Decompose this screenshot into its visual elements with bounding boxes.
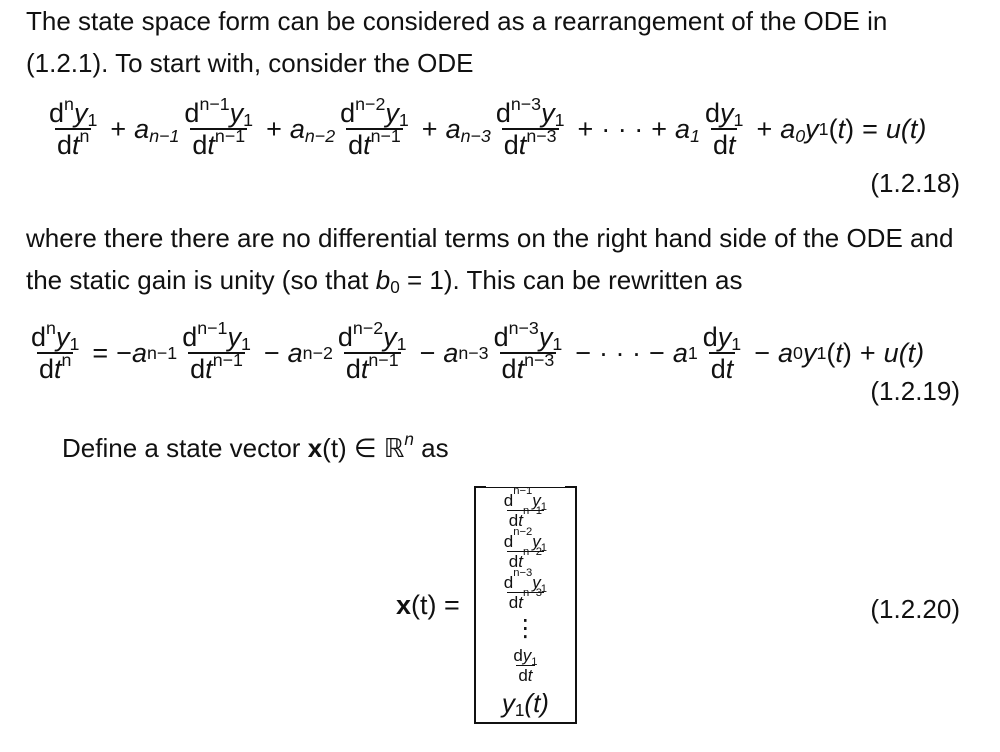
rhs-u-t: u(t) bbox=[885, 113, 927, 144]
frac-term-1: $\frac{d^{n-1}y_1}{dt^{n-1}}$ bbox=[184, 94, 254, 160]
equation-number-1-2-20: (1.2.20) bbox=[870, 594, 960, 624]
coef-a-0: $a_0$ bbox=[780, 113, 806, 146]
matrix-row-y1t: $y_1(t)$ bbox=[501, 688, 549, 720]
coef-a-n-1: $a_{n-1}$ bbox=[134, 113, 180, 146]
coef-a-n-3: $a_{n-3}$ bbox=[445, 113, 491, 146]
equation-number-1-2-19: (1.2.19) bbox=[870, 376, 960, 406]
paragraph-intro: The state space form can be considered as a rearrangement of the ODE in (1.2.1). To start with, consider the ODE bbox=[26, 6, 888, 78]
equation-number-1-2-18: (1.2.18) bbox=[870, 168, 960, 198]
matrix-row-2: $\frac{d^{n-2}y_1}{dt^{n-2}}$ bbox=[503, 526, 548, 571]
frac-dny1-dtn: $\frac{d^ny_1}{dt^n}$ bbox=[49, 94, 98, 160]
vertical-ellipsis: ⋮ bbox=[513, 615, 538, 642]
frac-dny1-dtn: $\frac{d^ny_1}{dt^n}$ bbox=[31, 318, 80, 384]
matrix-row-3: $\frac{d^{n-3}y_1}{dt^{n-3}}$ bbox=[503, 567, 548, 612]
equation-1-2-19: $\frac{d^ny_1}{dt^n}$ = − a n−1 $\frac{d^{n-1}y_1}{dt^{n-1}}$ − a n−2 $\frac{d^{n-2}y_1}{dt^{n-1}}$ − a n−3 $\frac{d^{n-3}y_1}{dt^{n-3}}$ − · · · − a 1 $\frac{dy_1}{dt}$ − a 0 y 1 ( t ) + u(t) bbox=[31, 318, 925, 384]
frac-term-2: $\frac{d^{n-2}y_1}{dt^{n-1}}$ bbox=[340, 94, 409, 160]
coef-a-n-2: $a_{n-2}$ bbox=[289, 113, 336, 146]
frac-term-3: $\frac{d^{n-3}y_1}{dt^{n-3}}$ bbox=[495, 94, 565, 160]
state-vector-matrix bbox=[474, 486, 577, 724]
paragraph-static-gain: where there there are no differential terms on the right hand side of the ODE and the static gain is unity (so that $b_0 = 1$). This can be rewritten as bbox=[26, 223, 954, 297]
matrix-row-1: $\frac{d^{n-1}y_1}{dt^{n-1}}$ bbox=[503, 485, 548, 530]
equation-1-2-20: x(t) = $\frac{d^{n-1}y_1}{dt^{n-1}}$ $\frac{d^{n-2}y_1}{dt^{n-2}}$ $\frac{d^{n-3}y_1}{dt^{n-3}}$ ⋮ $\frac{dy_1}{dt}$ $y_1(t)$ bbox=[396, 486, 577, 724]
equation-1-2-18: $\frac{d^ny_1}{dt^n}$ + $a_{n-1}$ $\frac{d^{n-1}y_1}{dt^{n-1}}$ + $a_{n-2}$ $\frac{d^{n-2}y_1}{dt^{n-1}}$ + $a_{n-3}$ $\frac{d^{n-3}y_1}{dt^{n-3}}$ + · · · + $a_1$ $\frac{dy_1}{dt}$ + $a_0$ y 1 ( t ) = u(t) bbox=[49, 94, 927, 160]
ellipsis: · · · bbox=[599, 337, 642, 368]
coef-a-1: $a_1$ bbox=[675, 113, 700, 146]
ellipsis: · · · bbox=[601, 113, 644, 144]
matrix-row-dy1-dt: $\frac{dy_1}{dt}$ bbox=[513, 646, 538, 685]
paragraph-define-state: Define a state vector x(t) ∈ ℝ$^n$ as bbox=[62, 429, 449, 463]
frac-dy1-dt: $\frac{dy_1}{dt}$ bbox=[704, 98, 744, 160]
